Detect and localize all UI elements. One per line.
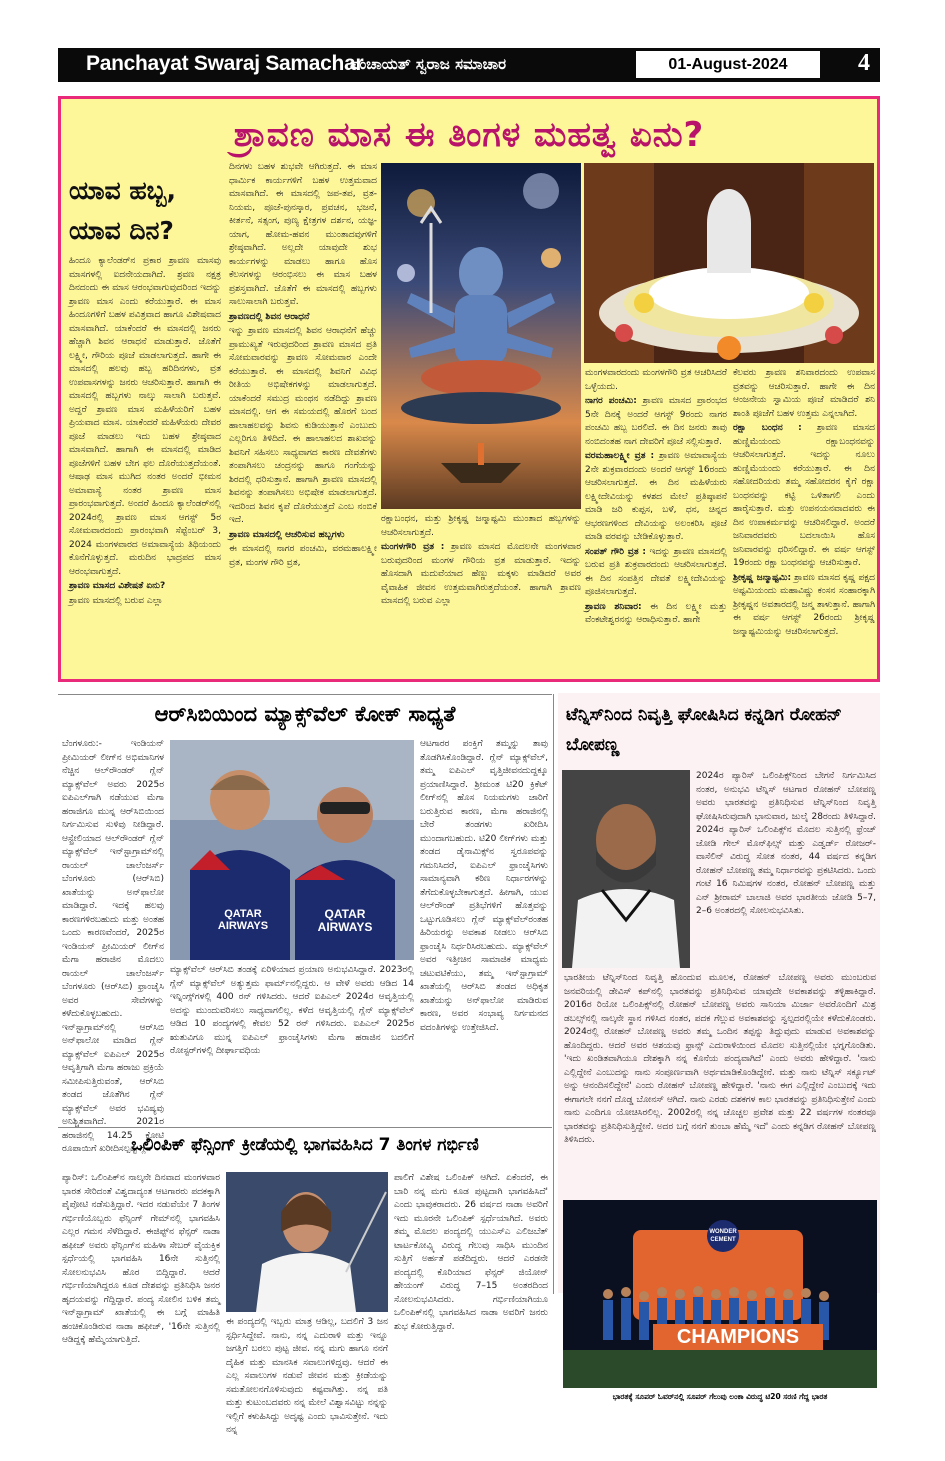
shiva-illustration [381,163,581,509]
rohan-col-top-text: 2024ರ ಪ್ಯಾರಿಸ್ ಒಲಿಂಪಿಕ್ಸ್‌ನಿಂದ ಬೇಗನೆ ನಿರ್ಗಮಿಸಿದ ನಂತರ, ಅನುಭವಿ ಟೆನ್ನಿಸ್ ಆಟಗಾರ ರೋಹನ್ ಬೋಪಣ್ಣ ಅವರು ಭಾರತವನ್ನು ಪ್ರತಿನಿಧಿಸುವ ಟೆನ್ನಿಸ್‌ನಿಂದ ನಿವೃತ್ತಿ ಘೋಷಿಸಿರುವುದಾಗಿ ಭಾನುವಾರ, ಜುಲೈ 28ರಂದು ತಿಳಿಸಿದ್ದಾರೆ. 2024ರ ಪ್ಯಾರಿಸ್ ಒಲಿಂಪಿಕ್ಸ್‌ನ ಮೊದಲ ಸುತ್ತಿನಲ್ಲಿ ಫ್ರೆಂಚ್ ಜೋಡಿ ಗೇಲ್ ಮೊನ್‌ಫಿಲ್ಸ್ ಮತ್ತು ಎಡ್ವರ್ಡ್ ರೋಜರ್-ವಾಸೆಲಿನ್ ವಿರುದ್ಧ ಸೋತ ನಂತರ, 44 ವರ್ಷದ ಕನ್ನಡಿಗ ರೋಹನ್ ಬೋಪಣ್ಣ ತಮ್ಮ ನಿರ್ಧಾರವನ್ನು ಪ್ರಕಟಿಸಿದರು. ಒಂದು ಗಂಟೆ 16 ನಿಮಿಷಗಳ ನಂತರ, ರೋಹನ್ ಬೋಪಣ್ಣ ಮತ್ತು ಎನ್ ಶ್ರೀರಾಮ್ ಬಾಲಾಜಿ ಅವರ ಭಾರತೀಯ ಜೋಡಿ 5–7, 2–6 ಅಂತರದಲ್ಲಿ ಸೋಲನುಭವಿಸಿತು. [696,771,876,916]
shravana-subhead: ಯಾವ ಹಬ್ಬ, ಯಾವ ದಿನ? [69,176,176,245]
page-number: 4 [858,50,870,76]
fencing-col3-text: ಪಾಲಿಗೆ ವಿಶೇಷ ಒಲಿಂಪಿಕ್ ಆಗಿದೆ. ಏಕೆಂದರೆ, ಈ ಬಾರಿ ನನ್ನ ಮಗು ಕೂಡ ಪುಟ್ಟದಾಗಿ ಭಾಗವಹಿಸಿದೆ' ಎಂದು ಭಾವುಕರಾದರು. 26 ವರ್ಷದ ನಾಡಾ ಅವರಿಗೆ ಇದು ಮೂರನೇ ಒಲಿಂಪಿಕ್ ಸ್ಪರ್ಧೆಯಾಗಿದೆ. ಅವರು ತಮ್ಮ ಮೊದಲ ಪಂದ್ಯದಲ್ಲಿ ಯುಎಸ್‌ಎ ಎಲಿಜಬೆತ್ ಟಾರ್ಟಕೋವ್ಸ್ಕಿ ವಿರುದ್ಧ ಗೆಲುವು ಸಾಧಿಸಿ ಮುಂದಿನ ಸುತ್ತಿಗೆ ಅರ್ಹತೆ ಪಡೆದಿದ್ದರು. ಆದರೆ ಎರಡನೇ ಪಂದ್ಯದಲ್ಲಿ ಕೊರಿಯಾದ ಫೆನ್ಸರ್ ಜಿಯೋನ್ ಹೇಯಂಗ್ ವಿರುದ್ಧ 7–15 ಅಂತರದಿಂದ ಸೋಲನುಭವಿಸಿದರು. ಗರ್ಭಿಣಿಯಾಗಿಯೂ ಒಲಿಂಪಿಕ್‌ನಲ್ಲಿ ಭಾಗವಹಿಸಿದ ನಾಡಾ ಅವರಿಗೆ ಜನರು ಶುಭ ಕೋರುತ್ತಿದ್ದಾರೆ. [394,1173,548,1332]
shravana-col4-label-3: ಸಂಪತ್ ಗೌರಿ ವ್ರತ : [585,546,646,557]
shravana-col4-text-b: ಶ್ರಾವಣ ಮಾಸದ ಪ್ರಾರಂಭದ 5ನೇ ದಿನಕ್ಕೆ ಅಂದರೆ ಆಗಸ್ಟ್ 9ರಂದು ನಾಗರ ಪಂಚಮಿ ಹಬ್ಬ ಬರಲಿದೆ. ಈ ದಿನ ಜನರು ತಾವು ನಂಬಿದಂತಹ ನಾಗ ದೇವರಿಗೆ ಪೂಜೆ ಸಲ್ಲಿಸುತ್ತಾರೆ. [585,396,727,447]
fencer-illustration [226,1172,388,1312]
fencing-col2 [226,1316,388,1435]
rohan-col-bottom-text: ಭಾರತೀಯ ಟೆನ್ನಿಸ್‌ನಿಂದ ನಿವೃತ್ತಿ ಹೊಂದುವ ಮೂಲಕ, ರೋಹನ್ ಬೋಪಣ್ಣ ಅವರು ಮುಂಬರುವ ಜನವರಿಯಲ್ಲಿ ಡೇವಿಸ್ ಕಪ್‌ನಲ್ಲಿ ಭಾರತವನ್ನು ಪ್ರತಿನಿಧಿಸುವ ಯಾವುದೇ ಅವಕಾಶವನ್ನು ತಳ್ಳಿಹಾಕಿದ್ದಾರೆ. 2016ರ ರಿಯೋ ಒಲಿಂಪಿಕ್ಸ್‌ನಲ್ಲಿ ರೋಹನ್ ಬೋಪಣ್ಣ ಅವರು ಸಾನಿಯಾ ಮಿರ್ಜಾ ಅವರೊಂದಿಗೆ ಮಿಶ್ರ ಡಬಲ್ಸ್‌ನಲ್ಲಿ ನಾಲ್ಕನೇ ಸ್ಥಾನ ಗಳಿಸಿದ ನಂತರ, ಪದಕ ಗೆಲ್ಲುವ ಅವಕಾಶವನ್ನು ಸ್ವಲ್ಪದರಲ್ಲಿಯೇ ಕಳೆದುಕೊಂಡರು. 2024ರಲ್ಲಿ ರೋಹನ್ ಬೋಪಣ್ಣ ಅವರು ತಮ್ಮ ಒಂದಿನ ತಪ್ಪನ್ನು ತಿದ್ದುವುದು ಮಾಡುವ ಅವಕಾಶವನ್ನು ಹೊಂದಿದ್ದರು. ಆದರೆ ಅವರ ಆಶಯವು ಫ್ರಾನ್ಸ್ ಎದುರಾಳಿಯಿಂದ ಮೊದಲ ಸುತ್ತಿನಲ್ಲಿಯೇ ಭಗ್ನಗೊಂಡಿತು. 'ಇದು ಖಂಡಿತವಾಗಿಯೂ ದೇಶಕ್ಕಾಗಿ ನನ್ನ ಕೊನೆಯ ಪಂದ್ಯವಾಗಿದೆ' ಎಂದು ಅವರು ಹೇಳಿದ್ದಾರೆ. 'ನಾನು ಎಲ್ಲಿದ್ದೇನೆ ಎಂಬುದನ್ನು ನಾನು ಸಂಪೂರ್ಣವಾಗಿ ಅರ್ಥಮಾಡಿಕೊಂಡಿದ್ದೇನೆ. ಮತ್ತು ನಾನು ಟೆನ್ನಿಸ್ ಸರ್ಕ್ಯೂಟ್ ಅನ್ನು ಆನಂದಿಸಲಿದ್ದೇನೆ' ಎಂದು ರೋಹನ್ ಬೋಪಣ್ಣ ಹೇಳಿದ್ದಾರೆ. 'ನಾನು ಈಗ ಎಲ್ಲಿದ್ದೇನೆ ಎಂಬುದಕ್ಕೆ ಇದು ಈಗಾಗಲೇ ನನಗೆ ದೊಡ್ಡ ಬೋನಸ್ ಆಗಿದೆ. ನಾನು ಎರಡು ದಶಕಗಳ ಕಾಲ ಭಾರತವನ್ನು ಪ್ರತಿನಿಧಿಸುತ್ತೇನೆ ಎಂದು ನಾನು ಎಂದಿಗೂ ಯೋಚಿಸಿರಲಿಲ್ಲ. 2002ರಲ್ಲಿ ನನ್ನ ಚೊಚ್ಚಲ ಪ್ರವೇಶ ಮತ್ತು 22 ವರ್ಷಗಳ ನಂತರವೂ ಭಾರತವನ್ನು ಪ್ರತಿನಿಧಿಸುತ್ತಿದ್ದೇನೆ. ಅದರ ಬಗ್ಗೆ ನನಗೆ ತುಂಬಾ ಹೆಮ್ಮೆ ಇದೆ' ಎಂದು ಕನ್ನಡಿಗ ರೋಹನ್ ಬೋಪಣ್ಣ ತಿಳಿಸಿದರು. [564,973,876,1145]
shravana-col3-label-1: ಮಂಗಳಗೌರಿ ವ್ರತ : [381,542,445,552]
shravana-col4-text-d: ಇದನ್ನು ಶ್ರಾವಣ ಮಾಸದಲ್ಲಿ ಬರುವ ಪ್ರತಿ ಶುಕ್ರವಾರದಂದು ಆಚರಿಸಲಾಗುತ್ತದೆ. ಈ ದಿನ ಸಂಪತ್ತಿನ ದೇವತೆ ಲಕ್ಷ್ಮೀದೇವಿಯನ್ನು ಪೂಜಿಸಲಾಗುತ್ತದೆ. [585,546,727,597]
shravana-col4 [585,367,727,679]
champions-banner-text: CHAMPIONS [653,1324,823,1350]
rcb-col1-text: ಬೆಂಗಳೂರು:- ಇಂಡಿಯನ್ ಪ್ರೀಮಿಯರ್ ಲೀಗ್‌ನ ಅಭಿಮಾನಿಗಳ ನೆಚ್ಚಿನ ಆಲ್‌ರೌಂಡರ್ ಗ್ಲೆನ್ ಮ್ಯಾಕ್ಸ್‌ವೆಲ್ ಅವರು 2025ರ ಐಪಿಎಲ್‌ಗಾಗಿ ನಡೆಯುವ ಮೆಗಾ ಹರಾಜಿಗೂ ಮುನ್ನ ಆರ್‌ಸಿಬಿಯಿಂದ ನಿರ್ಗಮಿಸುವ ಸುಳಿವು ನೀಡಿದ್ದಾರೆ. ಆಸ್ಟ್ರೇಲಿಯಾದ ಆಲ್‌ರೌಂಡರ್ ಗ್ಲೆನ್ ಮ್ಯಾಕ್ಸ್‌ವೆಲ್ ಇನ್‌ಸ್ಟಾಗ್ರಾಮ್‌ನಲ್ಲಿ ರಾಯಲ್ ಚಾಲೆಂಜರ್ಸ್ ಬೆಂಗಳೂರು (ಆರ್‌ಸಿಬಿ) ಖಾತೆಯನ್ನು ಅನ್‌ಫಾಲೋ ಮಾಡಿದ್ದಾರೆ. ಇದಕ್ಕೆ ಹಲವು ಕಾರಣಗಳಿರಬಹುದು ಮತ್ತು ಅಂತಹ ಒಂದು ಕಾರಣವೆಂದರೆ, 2025ರ ಇಂಡಿಯನ್ ಪ್ರೀಮಿಯರ್ ಲೀಗ್‌ನ ಮೆಗಾ ಹರಾಜಿನ ಮೊದಲು ರಾಯಲ್ ಚಾಲೆಂಜರ್ಸ್ ಬೆಂಗಳೂರು (ಆರ್‌ಸಿಬಿ) ಫ್ರಾಂಚೈಸಿ ಅವರ ಸೇವೆಗಳನ್ನು ಕಳೆದುಕೊಳ್ಳಬಹುದು. ಇನ್‌ಸ್ಟಾಗ್ರಾಮ್‌ನಲ್ಲಿ ಆರ್‌ಸಿಬಿ ಅನ್‌ಫಾಲೋ ಮಾಡಿದ ಗ್ಲೆನ್ ಮ್ಯಾಕ್ಸ್‌ವೆಲ್ ಐಪಿಎಲ್ 2025ರ ಆವೃತ್ತಿಗಾಗಿ ಮೆಗಾ ಹರಾಜು ಪ್ರಕ್ರಿಯೆ ಸಮೀಪಿಸುತ್ತಿರುವಂತೆ, ಆರ್‌ಸಿಬಿ ತಂಡದ ಜೊತೆಗಿನ ಗ್ಲೆನ್ ಮ್ಯಾಕ್ಸ್‌ವೆಲ್ ಅವರ ಭವಿಷ್ಯವು ಅನಿಶ್ಚಿತವಾಗಿದೆ. 2021ರ ಹರಾಜಿನಲ್ಲಿ 14.25 ಕೋಟಿ ರೂಪಾಯಿಗೆ ಖರೀದಿಸಲ್ಪಟ್ಟ ಗ್ಲೆನ್ [62,739,164,1154]
shravana-col5-text-c: ಶ್ರಾವಣ ಮಾಸದ ಕೃಷ್ಣ ಪಕ್ಷದ ಅಷ್ಟಮಿಯಂದು ಮಹಾವಿಷ್ಣು ಕಂಸನ ಸಂಹಾರಕ್ಕಾಗಿ ಶ್ರೀಕೃಷ್ಣನ ಅವತಾರದಲ್ಲಿ ಜನ್ಮ ತಾಳುತ್ತಾನೆ. ಹಾಗಾಗಿ ಈ ವರ್ಷ ಆಗಸ್ಟ್ 26ರಂದು ಶ್ರೀಕೃಷ್ಣ ಜನ್ಮಾಷ್ಟಮಿಯನ್ನು ಆಚರಿಸಲಾಗುತ್ತದೆ. [733,572,875,637]
shravana-col1-tail: ಶ್ರಾವಣ ಮಾಸದಲ್ಲಿ ಬರುವ ಎಲ್ಲಾ [69,595,163,606]
masthead-title-kn: ಪಂಚಾಯತ್ ಸ್ವರಾಜ ಸಮಾಚಾರ [350,55,507,73]
shravana-col4-text-e: ಈ ದಿನ ಲಕ್ಷ್ಮೀ ಮತ್ತು ವೆಂಕಟೇಶ್ವರನನ್ನು ಆರಾಧಿಸುತ್ತಾರೆ. ಹಾಗೇ [585,601,727,625]
champions-sponsor: WONDER CEMENT [709,1229,737,1243]
rohan-headline: ಟೆನ್ನಿಸ್‌ನಿಂದ ನಿವೃತ್ತಿ ಘೋಷಿಸಿದ ಕನ್ನಡಿಗ ರೋಹನ್ ಬೋಪಣ್ಣ [566,705,842,755]
shravana-col4-label-2: ವರಮಹಾಲಕ್ಷ್ಮೀ ವ್ರತ : [585,451,655,461]
shravana-col2-subhead-2: ಶ್ರಾವಣ ಮಾಸದಲ್ಲಿ ಆಚರಿಸುವ ಹಬ್ಬಗಳು [229,529,345,540]
fencer-picture [226,1172,388,1312]
divider-rcb-top [58,694,552,695]
rcb-col3 [420,738,548,1120]
shravana-col3-text: ರಕ್ಷಾಬಂಧನ, ಮತ್ತು ಶ್ರೀಕೃಷ್ಣ ಜನ್ಮಾಷ್ಟಮಿ ಮುಂತಾದ ಹಬ್ಬಗಳನ್ನು ಆಚರಿಸಲಾಗುತ್ತದೆ. [381,514,581,538]
rcb-shirt-text-2: QATAR AIRWAYS [317,907,373,934]
rcb-col1 [62,738,164,1154]
shravana-col5-label-2: ಶ್ರೀಕೃಷ್ಣ ಜನ್ಮಾಷ್ಟಮಿ: [733,572,792,583]
shravana-col4-label-4: ಶ್ರಾವಣ ಶನಿವಾರ: [585,601,642,612]
divider-vertical [553,694,554,1294]
rohan-col-bottom [564,972,876,1188]
shravana-col4-label-1: ನಾಗರ ಪಂಚಮಿ: [585,396,637,406]
fencing-headline: ಒಲಿಂಪಿಕ್ ಫೆನ್ಸಿಂಗ್ ಕ್ರೀಡೆಯಲ್ಲಿ ಭಾಗವಹಿಸಿದ 7 ತಿಂಗಳ ಗರ್ಭಿಣಿ [131,1135,479,1155]
masthead-date: 01-August-2024 [636,51,820,78]
fencing-col1-text: ಪ್ಯಾರಿಸ್: ಒಲಿಂಪಿಕ್‌ನ ನಾಲ್ಕನೇ ದಿನವಾದ ಮಂಗಳವಾರ ಭಾರತ ಸೇರಿದಂತೆ ವಿಶ್ವದಾದ್ಯಂತ ಆಟಗಾರರು ಪದಕಕ್ಕಾಗಿ ಪೈಪೋಟಿ ನಡೆಸುತ್ತಿದ್ದಾರೆ. ಇದರ ನಡುವೆಯೇ 7 ತಿಂಗಳ ಗರ್ಭಿಣಿಯೊಬ್ಬರು ಫೆನ್ಸಿಂಗ್ ಗೇಮ್‌ನಲ್ಲಿ ಭಾಗವಹಿಸಿ ಎಲ್ಲರ ಗಮನ ಸೆಳೆದಿದ್ದಾರೆ. ಈಜಿಪ್ಟ್‌ನ ಫೆನ್ಸರ್ ನಾಡಾ ಹಫೀಜ್ ಅವರು ಫೆನ್ಸಿಂಗ್‌ನ ಮಹಿಳಾ ಸೇಬರ್ ವೈಯಕ್ತಿಕ ಸ್ಪರ್ಧೆಯಲ್ಲಿ ಭಾಗವಹಿಸಿ 16ನೇ ಸುತ್ತಿನಲ್ಲಿ ಸೋಲನುಭವಿಸಿ ಹೊರ ಬಿದ್ದಿದ್ದಾರೆ. ಆದರೆ ಗರ್ಭಿಣಿಯಾಗಿದ್ದರೂ ಕೂಡ ದೇಶವನ್ನು ಪ್ರತಿನಿಧಿಸಿ ಜನರ ಹೃದಯವನ್ನು ಗೆದ್ದಿದ್ದಾರೆ. ಪಂದ್ಯ ಸೋಲಿನ ಬಳಿಕ ತಮ್ಮ ಇನ್‌ಸ್ಟಾಗ್ರಾಮ್ ಖಾತೆಯಲ್ಲಿ ಈ ಬಗ್ಗೆ ಮಾಹಿತಿ ಹಂಚಿಕೊಂಡಿರುವ ನಾಡಾ ಹಫೀಜ್, '16ನೇ ಸುತ್ತಿನಲ್ಲಿ ಆಡಿದ್ದಕ್ಕೆ ಹೆಮ್ಮೆಯಾಗುತ್ತಿದೆ. [62,1173,220,1345]
rohan-illustration [562,770,690,968]
rcb-shirt-text-1: QATAR AIRWAYS [217,908,269,932]
shravana-col5-label-1: ರಕ್ಷಾ ಬಂಧನ : [733,423,802,433]
rcb-picture [170,740,414,960]
shiva-picture [381,163,581,509]
champions-picture [563,1200,877,1388]
fencing-col2-text: ಈ ಪಂದ್ಯದಲ್ಲಿ ಇಬ್ಬರು ಮಾತ್ರ ಆಡಿಲ್ಲ, ಬದಲಿಗೆ 3 ಜನ ಸ್ಪರ್ಧಿಸಿದ್ದೇವೆ. ನಾನು, ನನ್ನ ಎದುರಾಳಿ ಮತ್ತು ಇನ್ನೂ ಜಗತ್ತಿಗೆ ಬರಲು ಪುಟ್ಟ ಜೀವ. ನನ್ನ ಮಗು ಹಾಗೂ ನನಗೆ ದೈಹಿಕ ಮತ್ತು ಮಾನಸಿಕ ಸವಾಲುಗಳಿದ್ದವು. ಆದರೆ ಈ ಎಲ್ಲ ಸವಾಲುಗಳ ನಡುವೆ ಜೀವನ ಮತ್ತು ಕ್ರೀಡೆಯನ್ನು ಸಮತೋಲನಗೊಳಿಸುವುದು ಕಷ್ಟವಾಗಿತ್ತು. ನನ್ನ ಪತಿ ಮತ್ತು ಕುಟುಂಬದವರು ನನ್ನ ಮೇಲೆ ವಿಶ್ವಾಸವಿಟ್ಟು ನನ್ನನ್ನು ಇಲ್ಲಿಗೆ ಕಳುಹಿಸಿದ್ದು ಅದೃಷ್ಟ ಎಂದು ಭಾವಿಸುತ್ತೇನೆ. ಇದು ನನ್ನ [226,1317,388,1435]
champions-caption: ಭಾರತಕ್ಕೆ ಸೂಪರ್ ಓವರ್‌ನಲ್ಲಿ ಸೂಪರ್ ಗೆಲುವು ಲಂಕಾ ವಿರುದ್ಧ ಟಿ20 ಸರಣಿ ಗೆದ್ದ ಭಾರತ [612,1392,828,1401]
shravana-col2-text-c: ಈ ಮಾಸದಲ್ಲಿ ನಾಗರ ಪಂಚಮಿ, ವರಮಹಾಲಕ್ಷ್ಮೀ ವ್ರತ, ಮಂಗಳ ಗೌರಿ ವ್ರತ, [229,544,377,568]
rcb-col2-text: ಮ್ಯಾಕ್ಸ್‌ವೆಲ್ ಆರ್‌ಸಿಬಿ ತಂಡಕ್ಕೆ ಏರಿಳಿಯಾದ ಪ್ರಯಾಣ ಅನುಭವಿಸಿದ್ದಾರೆ. 2023ರಲ್ಲಿ ಗ್ಲೆನ್ ಮ್ಯಾಕ್ಸ್‌ವೆಲ್ ಅತ್ಯುತ್ತಮ ಫಾರ್ಮ್‌ನಲ್ಲಿದ್ದರು. ಆ ವೇಳೆ ಅವರು ಆಡಿದ 14 ಇನ್ನಿಂಗ್ಸ್‌ಗಳಲ್ಲಿ 400 ರನ್ ಗಳಿಸಿದರು. ಆದರೆ ಐಪಿಎಲ್ 2024ರ ಆವೃತ್ತಿಯಲ್ಲಿ ಅದನ್ನು ಮುಂದುವರಿಸಲು ಸಾಧ್ಯವಾಗಲಿಲ್ಲ. ಕಳೆದ ಆವೃತ್ತಿಯಲ್ಲಿ ಗ್ಲೆನ್ ಮ್ಯಾಕ್ಸ್‌ವೆಲ್ ಆಡಿದ 10 ಪಂದ್ಯಗಳಲ್ಲಿ ಕೇವಲ 52 ರನ್ ಗಳಿಸಿದರು. ಐಪಿಎಲ್ 2025ರ ಋತುವಿಗೂ ಮುನ್ನ ಐಪಿಎಲ್ ಫ್ರಾಂಚೈಸಿಗಳು ಮೆಗಾ ಹರಾಜಿನ ಬದಲಿಗೆ ರೋಸ್ಟರ್‌ಗಳಲ್ಲಿ ದೀರ್ಘಾವಧಿಯ [170,965,414,1056]
masthead-title-en: Panchayat Swaraj Samachar [86,52,364,75]
shravana-col1 [69,255,221,679]
shravana-col5 [733,367,875,679]
shravana-col4-text-c: ಶ್ರಾವಣ ಅಮಾವಾಸ್ಯೆಯ 2ನೇ ಶುಕ್ರವಾರದಂದು ಅಂದರೆ ಆಗಸ್ಟ್ 16ರಂದು ಆಚರಿಸಲಾಗುತ್ತದೆ. ಈ ದಿನ ಮಹಿಳೆಯರು ಲಕ್ಷ್ಮೀದೇವಿಯನ್ನು ಕಳಶದ ಮೇಲೆ ಪ್ರತಿಷ್ಠಾಪನೆ ಮಾಡಿ ಜರಿ ಕುಪ್ಪಸ, ಬಳೆ, ಧನ, ಚಿನ್ನದ ಆಭರಣಗಳಿಂದ ದೇವಿಯನ್ನು ಅಲಂಕರಿಸಿ ಪೂಜೆ ಮಾಡಿ ವರವನ್ನು ಬೇಡಿಕೊಳ್ಳುತ್ತಾರೆ. [585,451,727,542]
shravana-col3-text-b: ಶ್ರಾವಣ ಮಾಸದ ಮೊದಲನೇ ಮಂಗಳವಾರ ಬರುವುದರಿಂದ ಮಂಗಳ ಗೌರಿಯ ವ್ರತ ಮಾಡುತ್ತಾರೆ. ಇದನ್ನು ಹೊಸದಾಗಿ ಮದುವೆಯಾದ ಹೆಣ್ಣು ಮಕ್ಕಳು ಮಾಡಿದರೆ ಅವರ ವೈವಾಹಿಕ ಜೀವನ ಉತ್ತಮವಾಗಿರುತ್ತದೆಯಂತೆ. ಹಾಗಾಗಿ ಶ್ರಾವಣ ಮಾಸದಲ್ಲಿ ಬರುವ ಎಲ್ಲಾ [381,542,581,606]
shivalinga-illustration [584,163,874,363]
shravana-headline: ಶ್ರಾವಣ ಮಾಸ ಈ ತಿಂಗಳ ಮಹತ್ವ ಏನು? [233,115,705,155]
shravana-col2-subhead-1: ಶ್ರಾವಣದಲ್ಲಿ ಶಿವನ ಆರಾಧನೆ [229,311,310,322]
rcb-col3-text: ಆಟಗಾರರ ಪಂಕ್ತಿಗೆ ತಮ್ಮನ್ನು ತಾವು ತೊಡಗಿಸಿಕೊಂಡಿದ್ದಾರೆ. ಗ್ಲೆನ್ ಮ್ಯಾಕ್ಸ್‌ವೆಲ್, ತಮ್ಮ ಐಪಿಎಲ್ ವೃತ್ತಿಜೀವನದುದ್ದಕ್ಕೂ ಪ್ರಯಾಣಿಸಿದ್ದಾರೆ. ಶ್ರೀಮಂತ ಟಿ20 ಕ್ರಿಕೆಟ್ ಲೀಗ್‌ನಲ್ಲಿ ಹೊಸ ನಿಯಮಗಳು ಜಾರಿಗೆ ಬರುತ್ತಿರುವ ಕಾರಣ, ಮೆಗಾ ಹರಾಜಿನಲ್ಲಿ ಬೇರೆ ತಂಡಗಳು ಖರೀದಿಸಿ ಮುಂದಾಗಬಹುದು. ಟಿ20 ಲೀಗ್‌ಗಳು ಮತ್ತು ತಂಡದ ಡೈನಾಮಿಕ್ಸ್‌ನ ಸ್ವರೂಪವನ್ನು ಗಮನಿಸಿದರೆ, ಐಪಿಎಲ್ ಫ್ರಾಂಚೈಸಿಗಳು ಸಾಮಾನ್ಯವಾಗಿ ಕಠಿಣ ನಿರ್ಧಾರಗಳನ್ನು ತೆಗೆದುಕೊಳ್ಳಬೇಕಾಗುತ್ತದೆ. ಹೀಗಾಗಿ, ಯುವ ಆಲ್‌ರೌಂಡ್ ಪ್ರತಿಭೆಗಳಿಗೆ ಹೊತ್ತವನ್ನು ಒಟ್ಟುಗೂಡಿಸಲು ಗ್ಲೆನ್ ಮ್ಯಾಕ್ಸ್‌ವೆಲ್‌ರಂತಹ ಹಿರಿಯರನ್ನು ಅವಕಾಶ ನೀಡಲು ಆರ್‌ಸಿಬಿ ಫ್ರಾಂಚೈಸಿ ನಿರ್ಧರಿಸಿರಬಹುದು. ಮ್ಯಾಕ್ಸ್‌ವೆಲ್ ಅವರ ಇತ್ತೀಚಿನ ಸಾಮಾಜಿಕ ಮಾಧ್ಯಮ ಚಟುವಟಿಕೆಯು, ತಮ್ಮ ಇನ್‌ಸ್ಟಾಗ್ರಾಮ್ ಖಾತೆಯಲ್ಲಿ ಆರ್‌ಸಿಬಿ ತಂಡದ ಅಧಿಕೃತ ಖಾತೆಯನ್ನು ಅನ್‌ಫಾಲೋ ಮಾಡಿರುವ ಕಾರಣ, ಅವರ ಸಂಭಾವ್ಯ ನಿರ್ಗಮನದ ವದಂತಿಗಳನ್ನು ಉತ್ತೇಜಿಸಿದೆ. [420,739,548,1033]
rcb-col2 [170,964,414,1120]
shravana-col1-subhead: ಶ್ರಾವಣ ಮಾಸದ ವಿಶೇಷತೆ ಏನು? [69,581,166,591]
shravana-col5-text: ಕೆಲವರು ಶ್ರಾವಣ ಶನಿವಾರದಂದು ಉಪವಾಸ ವ್ರತವನ್ನು ಆಚರಿಸುತ್ತಾರೆ. ಹಾಗೇ ಈ ದಿನ ಆಂಜನೇಯ ಸ್ವಾಮಿಯ ಪೂಜೆ ಮಾಡಿದರೆ ಶನಿ ಶಾಂತಿ ಪೂಜೆಗೆ ಬಹಳ ಉತ್ತಮ ಎನ್ನಲಾಗಿದೆ. [733,368,875,419]
shravana-col2-text: ದಿನಗಳು ಬಹಳ ಶುಭವೇ ಆಗಿರುತ್ತದೆ. ಈ ಮಾಸ ಧಾರ್ಮಿಕ ಕಾರ್ಯಗಳಿಗೆ ಬಹಳ ಉತ್ತಮವಾದ ಮಾಸವಾಗಿದೆ. ಈ ಮಾಸದಲ್ಲಿ ಜಪ-ತಪ, ವ್ರತ-ನಿಯಮ, ಪೂಜೆ-ಪುನಸ್ಕಾರ, ಪ್ರವಚನ, ಭಜನೆ, ಕೀರ್ತನೆ, ಸತ್ಸಂಗ, ಪುಣ್ಯ ಕ್ಷೇತ್ರಗಳ ದರ್ಶನ, ಯಜ್ಞ-ಯಾಗ, ಹೋಮ-ಹವನ ಮುಂತಾದವುಗಳಿಗೆ ಶ್ರೇಷ್ಠವಾಗಿದೆ. ಅಲ್ಲದೇ ಯಾವುದೇ ಶುಭ ಕಾರ್ಯಗಳನ್ನು ಮಾಡಲು ಹಾಗೂ ಹೊಸ ಕೆಲಸಗಳನ್ನು ಆರಂಭಿಸಲು ಈ ಮಾಸ ಬಹಳ ಪ್ರಶಸ್ತವಾಗಿದೆ. ಜೊತೆಗೆ ಈ ಮಾಸದಲ್ಲಿ ಹಬ್ಬಗಳು ಸಾಲುಸಾಲಾಗಿ ಬರುತ್ತವೆ. [229,162,377,307]
shravana-col4-text: ಮಂಗಳವಾರದಂದು ಮಂಗಳಗೌರಿ ವ್ರತ ಆಚರಿಸಿದರೆ ಒಳ್ಳೆಯದು. [585,368,727,392]
shravana-col2 [229,161,377,679]
shivalinga-picture [584,163,874,363]
fencing-col3 [394,1172,548,1422]
rohan-picture [562,770,690,968]
masthead [58,48,880,82]
shravana-col5-text-b: ಶ್ರಾವಣ ಮಾಸದ ಹುಣ್ಣಿಮೆಯಂದು ರಕ್ಷಾಬಂಧನವನ್ನು ಆಚರಿಸಲಾಗುತ್ತದೆ. ಇದನ್ನು ನೂಲು ಹುಣ್ಣಿಮೆಯಂದು ಕರೆಯುತ್ತಾರೆ. ಈ ದಿನ ಸಹೋದರಿಯರು ತಮ್ಮ ಸಹೋದರನ ಕೈಗೆ ರಕ್ಷಾ ಬಂಧನವನ್ನು ಕಟ್ಟಿ ಒಳಿತಾಗಲಿ ಎಂದು ಹಾರೈಸುತ್ತಾರೆ. ಮತ್ತು ಉಪನಯನವಾದವರು ಈ ದಿನ ಉಪಾಕರ್ಮವನ್ನು ಆಚರಿಸಲಿದ್ದಾರೆ. ಅಂದರೆ ಜನಿವಾರದವರು ಬದಲಾಯಿಸಿ ಹೊಸ ಜನಿವಾರವನ್ನು ಧರಿಸಲಿದ್ದಾರೆ. ಈ ವರ್ಷ ಆಗಸ್ಟ್ 19ರಂದು ರಕ್ಷಾ ಬಂಧನವನ್ನು ಆಚರಿಸುತ್ತಾರೆ. [733,423,875,568]
shravana-article [58,96,880,682]
fencing-col1 [62,1172,220,1422]
shravana-col3 [381,513,581,679]
shravana-col2-text-b: ಇನ್ನು ಶ್ರಾವಣ ಮಾಸದಲ್ಲಿ ಶಿವನ ಆರಾಧನೆಗೆ ಹೆಚ್ಚು ಪ್ರಾಮುಖ್ಯತೆ ಇರುವುದರಿಂದ ಶ್ರಾವಣ ಮಾಸದ ಪ್ರತಿ ಸೋಮವಾರವನ್ನು ಶ್ರಾವಣ ಸೋಮವಾರ ಎಂದೇ ಕರೆಯುತ್ತಾರೆ. ಈ ಮಾಸದಲ್ಲಿ ಶಿವನಿಗೆ ವಿವಿಧ ರೀತಿಯ ಅಭಿಷೇಕಗಳನ್ನು ಮಾಡಲಾಗುತ್ತದೆ. ಯಾಕೆಂದರೆ ಸಮುದ್ರ ಮಂಥನ ನಡೆದಿದ್ದು ಶ್ರಾವಣ ಮಾಸದಲ್ಲಿ. ಆಗ ಈ ಸಮಯದಲ್ಲಿ ಹೊರಗೆ ಬಂದ ಹಾಲಾಹಲವನ್ನು ಶಿವನು ಕುಡಿಯುತ್ತಾನೆ ಎಂಬುದು ಎಲ್ಲರಿಗೂ ತಿಳಿದಿದೆ. ಈ ಹಾಲಾಹಲದ ಶಾಖವನ್ನು ಶಿವನಿಗೆ ಸಹಿಸಲು ಸಾಧ್ಯವಾಗದ ಕಾರಣ ದೇವತೆಗಳು ತಂಪಾಗಿಸಲು ಚಂದ್ರನನ್ನು ಹಾಗೂ ಗಂಗೆಯನ್ನು ಶಿರದಲ್ಲಿ ಧರಿಸುತ್ತಾನೆ. ಹಾಗಾಗಿ ಶ್ರಾವಣ ಮಾಸದಲ್ಲಿ ಶಿವನನ್ನು ತಂಪಾಗಿಸಲು ಅಭಿಷೇಕ ಮಾಡಲಾಗುತ್ತದೆ. ಇದರಿಂದ ಶಿವನ ಕೃಪೆ ದೊರೆಯುತ್ತದೆ ಎಂಬ ನಂಬಿಕೆ ಇದೆ. [229,326,377,525]
rcb-headline: ಆರ್‌ಸಿಬಿಯಿಂದ ಮ್ಯಾಕ್ಸ್‌ವೆಲ್ ಕೋಕ್ ಸಾಧ್ಯತೆ [154,702,456,726]
rohan-col-top [696,770,876,968]
shravana-col1-text: ಹಿಂದೂ ಕ್ಯಾಲೆಂಡರ್‌ನ ಪ್ರಕಾರ ಶ್ರಾವಣ ಮಾಸವು ಮಾಸಗಳಲ್ಲಿ ಐದನೇಯದಾಗಿದೆ. ಶ್ರವಣ ನಕ್ಷತ್ರ ದಿನದಂದು ಈ ಮಾಸ ಆರಂಭವಾಗುವುದರಿಂದ ಇದನ್ನು ಶ್ರಾವಣ ಮಾಸ ಎಂದು ಕರೆಯುತ್ತಾರೆ. ಈ ಮಾಸ ಹಿಂದೂಗಳಿಗೆ ಬಹಳ ಪವಿತ್ರವಾದ ಹಾಗೂ ವಿಶೇಷವಾದ ಮಾಸವಾಗಿದೆ. ಯಾಕೆಂದರೆ ಈ ಮಾಸದಲ್ಲಿ ಜನರು ಹೆಚ್ಚಾಗಿ ಶಿವನ ಆರಾಧನೆ ಮಾಡುತ್ತಾರೆ. ಜೊತೆಗೆ ಲಕ್ಷ್ಮೀ, ಗೌರಿಯ ಪೂಜೆ ಮಾಡಲಾಗುತ್ತದೆ. ಹಾಗೇ ಈ ಮಾಸದಲ್ಲಿ ಹಲವು ಹಬ್ಬ ಹರಿದಿನಗಳು, ವ್ರತ ಉಪವಾಸಗಳನ್ನು ಜನರು ಆಚರಿಸುತ್ತಾರೆ. ಹಾಗಾಗಿ ಈ ಮಾಸದಲ್ಲಿ ಹಬ್ಬಗಳು ನಾಲ್ಕು ಸಾಲಾಗಿ ಬರುತ್ತವೆ. ಅದ್ದರೆ ಶ್ರಾವಣ ಮಾಸ ಮಹಿಳೆಯರಿಗೆ ಬಹಳ ಪ್ರಿಯವಾದ ಮಾಸ. ಯಾಕೆಂದರೆ ಮಹಿಳೆಯರು ದೇವರ ಪೂಜೆ ಮಾಡಲು ಇದು ಬಹಳ ಶ್ರೇಷ್ಠವಾದ ಮಾಸವಾಗಿದೆ. ಹಾಗಾಗಿ ಈ ಮಾಸದಲ್ಲಿ ಮಾಡಿದ ಪೂಜೆಗಳಿಗೆ ಬಹಳ ಬೇಗ ಫಲ ದೊರೆಯುತ್ತದೆಯಂತೆ. ಆಷಾಢ ಮಾಸ ಮುಗಿದ ನಂತರ ಅಂದರೆ ಭೀಮನ ಅಮಾವಾಸ್ಯೆ ನಂತರ ಶ್ರಾವಣ ಮಾಸ ಪ್ರಾರಂಭವಾಗುತ್ತದೆ. ಅಂದರೆ ಹಿಂದೂ ಕ್ಯಾಲೆಂಡರ್‌ನಲ್ಲಿ 2024ರಲ್ಲಿ ಶ್ರಾವಣ ಮಾಸ ಆಗಸ್ಟ್ 5ರ ಸೋಮವಾರದಂದು ಪ್ರಾರಂಭವಾಗಿ ಸೆಪ್ಟೆಂಬರ್ 3, 2024 ಮಂಗಳವಾರದ ಅಮಾವಾಸ್ಯೆಯ ತಿಥಿಯಂದು ಕೊನೆಗೊಳ್ಳುತ್ತದೆ. ಮರುದಿನ ಭಾದ್ರಪದ ಮಾಸ ಆರಂಭವಾಗುತ್ತದೆ. [69,256,221,577]
